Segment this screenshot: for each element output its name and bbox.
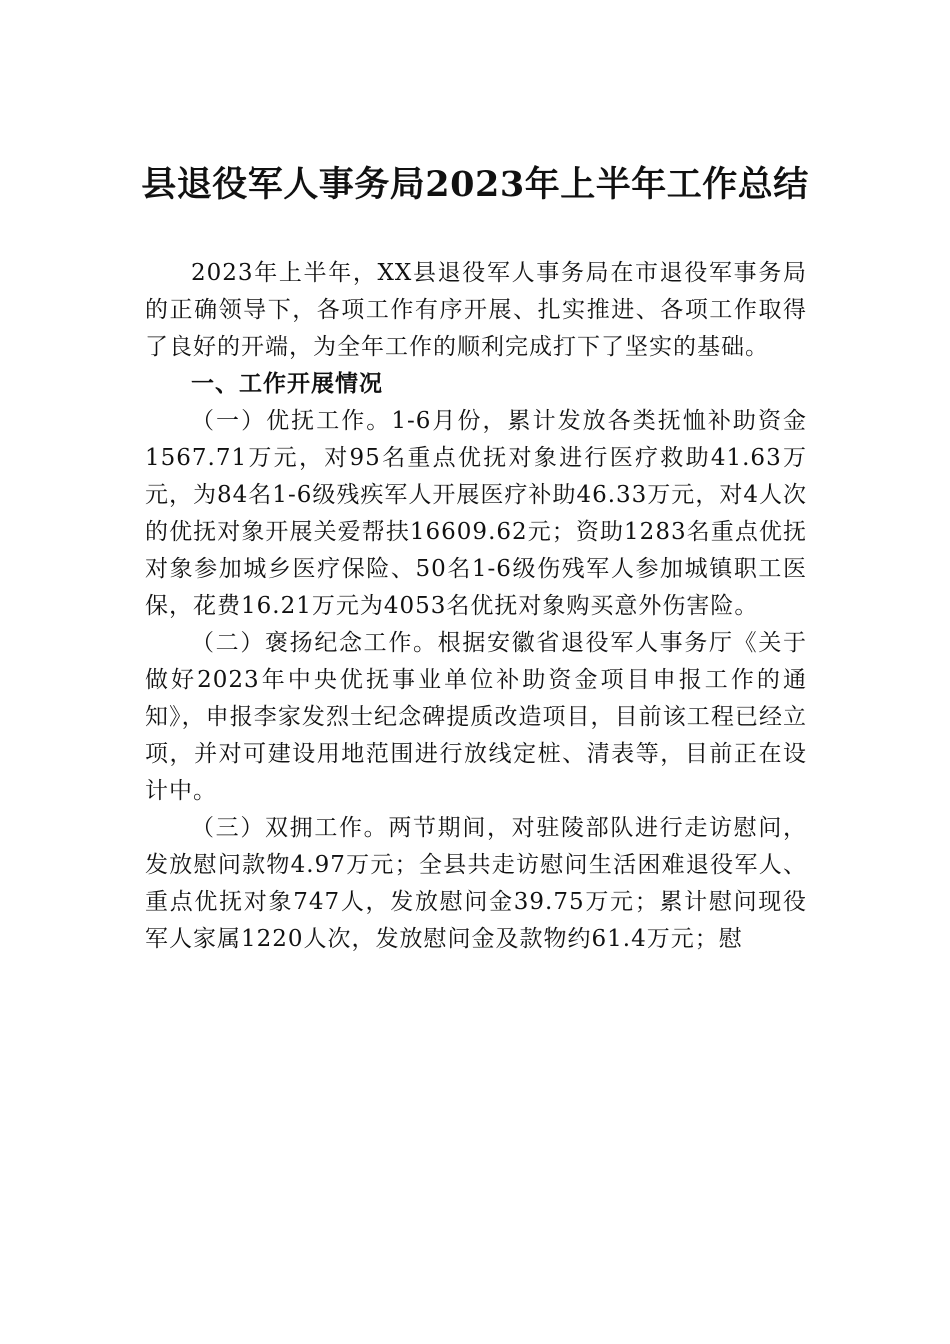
intro-paragraph: 2023年上半年，XX县退役军人事务局在市退役军事务局的正确领导下，各项工作有序开展、扎实推进、各项工作取得了良好的开端，为全年工作的顺利完成打下了坚实的基础。: [145, 260, 807, 360]
item-lead-3: （三）双拥工作。: [191, 815, 389, 841]
document-body: [145, 255, 807, 958]
item-lead-1: （一）优抚工作。: [191, 408, 392, 434]
document-title: 县退役军人事务局2023年上半年工作总结: [141, 164, 809, 205]
item-paragraph-2: [145, 625, 807, 810]
item-paragraph-3: [145, 810, 807, 958]
item-text-2: 根据安徽省退役军人事务厅《关于做好2023年中央优抚事业单位补助资金项目申报工作的通知》，申报李家发烈士纪念碑提质改造项目，目前该工程已经立项，并对可建设用地范围进行放线定桩、清表等，目前正在设计中。: [145, 630, 808, 804]
item-text-3: 两节期间，对驻陵部队进行走访慰问，发放慰问款物4.97万元；全县共走访慰问生活困难退役军人、重点优抚对象747人，发放慰问金39.75万元；累计慰问现役军人家属1220人次，发放慰问金及款物约61.4万元；慰: [145, 815, 808, 952]
item-paragraph-1: [145, 403, 807, 625]
section-heading: 一、工作开展情况: [191, 371, 383, 397]
item-text-1: 1-6月份，累计发放各类抚恤补助资金1567.71万元，对95名重点优抚对象进行医疗救助41.63万元，为84名1-6级残疾军人开展医疗补助46.33万元，对4人次的优抚对象开展关爱帮扶16609.62元；资助1283名重点优抚对象参加城乡医疗保险、50名1-6级伤残军人参加城镇职工医保，花费16.21万元为4053名优抚对象购买意外伤害险。: [145, 408, 808, 619]
item-lead-2: （二）褒扬纪念工作。: [191, 630, 438, 656]
